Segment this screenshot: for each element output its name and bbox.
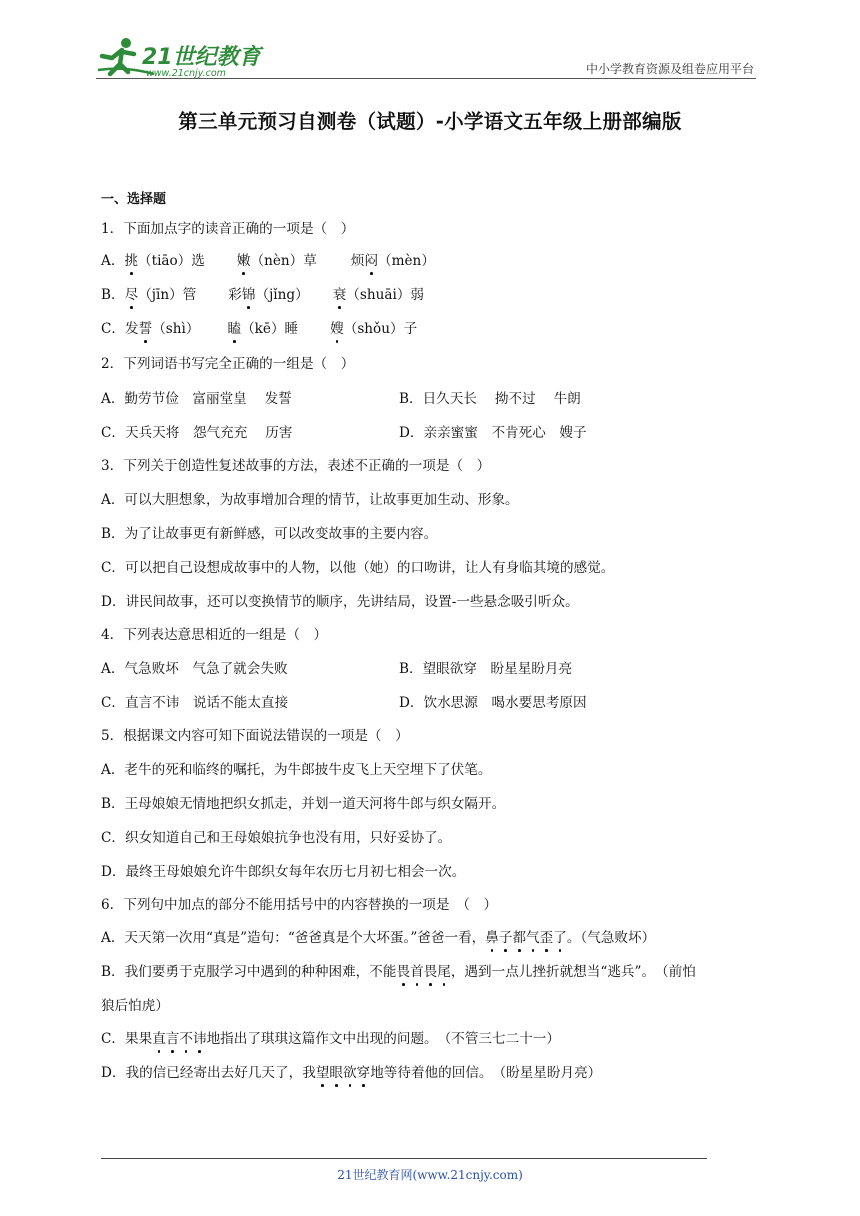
- q3-option-c: C．可以把自己设想成故事中的人物，以他（她）的口吻讲，让人有身临其境的感觉。: [101, 560, 615, 576]
- document-title: 第三单元预习自测卷（试题）-小学语文五年级上册部编版: [178, 110, 682, 133]
- emphasis-char: 挑: [124, 253, 139, 269]
- q1-stem: 1．下面加点字的读音正确的一项是（ ）: [101, 221, 355, 237]
- emphasis-char: 不: [179, 1031, 193, 1047]
- emphasis-char: 言: [165, 1031, 180, 1047]
- runner-logo-icon: [96, 34, 266, 80]
- emphasis-phrase: [396, 964, 450, 980]
- q6-option-b: B．我们要勇于克服学习中遇到的种种困难，不能畏首畏尾，遇到一点儿挫折就想当“逃兵”。 （前怕: [101, 964, 696, 980]
- q6-option-b-continued: 狼后怕虎）: [101, 998, 169, 1014]
- q6-stem: 6．下列句中加点的部分不能用括号中的内容替换的一项是 （ ）: [101, 897, 498, 913]
- q4-stem: 4．下列表达意思相近的一组是（ ）: [101, 627, 328, 643]
- q6-option-d: D．我的信已经寄出去好几天了，我望眼欲穿地等待着他的回信。 （盼星星盼月亮）: [101, 1065, 602, 1081]
- emphasis-char: 鼻: [485, 930, 499, 946]
- emphasis-char: 都: [512, 930, 527, 946]
- q2-option-c: C．天兵天将 怨气充充 历害: [101, 425, 293, 441]
- emphasis-char: 首: [410, 964, 424, 980]
- q1-option-a: A．挑（tiāo）选 嫩（nèn）草 烦闷（mèn）: [101, 253, 435, 269]
- q2-option-b: B．日久天长 拗不过 牛朗: [399, 391, 581, 407]
- q5-stem: 5．根据课文内容可知下面说法错误的一项是（ ）: [101, 728, 409, 744]
- emphasis-char: 尽: [124, 287, 139, 303]
- q3-stem: 3．下列关于创造性复述故事的方法，表述不正确的一项是（ ）: [101, 458, 491, 474]
- emphasis-phrase: [152, 1031, 206, 1047]
- q4-option-c: C．直言不讳 说话不能太直接: [101, 695, 289, 711]
- emphasis-char: 畏: [396, 964, 411, 980]
- emphasis-char: 子: [498, 930, 513, 946]
- q2-option-a: A．勤劳节俭 富丽堂皇 发誓: [101, 391, 292, 407]
- emphasis-char: 了: [553, 930, 567, 946]
- svg-text:21世纪教育: 21世纪教育: [142, 45, 261, 70]
- q3-option-d: D．讲民间故事，还可以变换情节的顺序，先讲结局，设置-一些悬念吸引听众。: [101, 594, 579, 610]
- emphasis-char: 讳: [192, 1031, 207, 1047]
- emphasis-phrase: [485, 930, 567, 946]
- section-heading: 一、选择题: [101, 192, 167, 207]
- emphasis-char: 穿: [356, 1065, 371, 1081]
- q5-option-d: D．最终王母娘娘允许牛郎织女每年农历七月初七相会一次。: [101, 864, 466, 880]
- site-logo: [96, 34, 266, 80]
- q4-option-b: B．望眼欲穿 盼星星盼月亮: [399, 661, 573, 677]
- emphasis-char: 衰: [332, 287, 347, 303]
- emphasis-char: 誓: [138, 321, 153, 337]
- emphasis-char: 锦: [241, 287, 256, 303]
- emphasis-char: 欲: [343, 1065, 357, 1081]
- svg-text:www.21cnjy.com: www.21cnjy.com: [146, 68, 226, 79]
- footer-link[interactable]: 21世纪教育网(www.21cnjy.com): [337, 1168, 523, 1182]
- q3-option-b: B．为了让故事更有新鲜感，可以改变故事的主要内容。: [101, 526, 438, 542]
- q4-option-a: A．气急败坏 气急了就会失败: [101, 661, 288, 677]
- q2-option-d: D．亲亲蜜蜜 不肯死心 嫂子: [399, 425, 587, 441]
- q3-option-a: A．可以大胆想象，为故事增加合理的情节，让故事更加生动、形象。: [101, 492, 519, 508]
- emphasis-char: 歪: [539, 930, 554, 946]
- emphasis-char: 望: [315, 1065, 330, 1081]
- platform-label: 中小学教育资源及组卷应用平台: [585, 62, 754, 76]
- emphasis-char: 尾: [437, 964, 451, 980]
- emphasis-char: 嫂: [330, 321, 344, 337]
- emphasis-char: 直: [152, 1031, 166, 1047]
- emphasis-char: 嫩: [236, 253, 251, 269]
- q4-option-d: D．饮水思源 喝水要思考原因: [399, 695, 587, 711]
- emphasis-char: 瞌: [227, 321, 242, 337]
- footer-divider: [101, 1158, 707, 1159]
- header-divider: [96, 78, 756, 79]
- q2-stem: 2．下列词语书写完全正确的一组是（ ）: [101, 356, 355, 372]
- q5-option-b: B．王母娘娘无情地把织女抓走，并划一道天河将牛郎与织女隔开。: [101, 796, 506, 812]
- q6-option-a: A．天天第一次用“真是”造句：“爸爸真是个大坏蛋。”爸爸一看，鼻子都气歪了。（气急败坏）: [101, 930, 656, 946]
- emphasis-char: 闷: [364, 253, 379, 269]
- q5-option-a: A．老牛的死和临终的嘱托，为牛郎披牛皮飞上天空埋下了伏笔。: [101, 762, 492, 778]
- q1-option-c: C．发誓（shì） 瞌（kē）睡 嫂（shǒu）子: [101, 321, 418, 337]
- emphasis-char: 眼: [329, 1065, 343, 1081]
- q5-option-c: C．织女知道自己和王母娘娘抗争也没有用，只好妥协了。: [101, 830, 452, 846]
- emphasis-char: 畏: [423, 964, 438, 980]
- emphasis-phrase: [316, 1065, 370, 1081]
- emphasis-char: 气: [526, 930, 540, 946]
- q1-option-b: B．尽（jīn）管 彩锦（jǐng） 衰（shuāi）弱: [101, 287, 425, 303]
- q6-option-c: C．果果直言不讳地指出了琪琪这篇作文中出现的问题。 （不管三七二十一）: [101, 1031, 560, 1047]
